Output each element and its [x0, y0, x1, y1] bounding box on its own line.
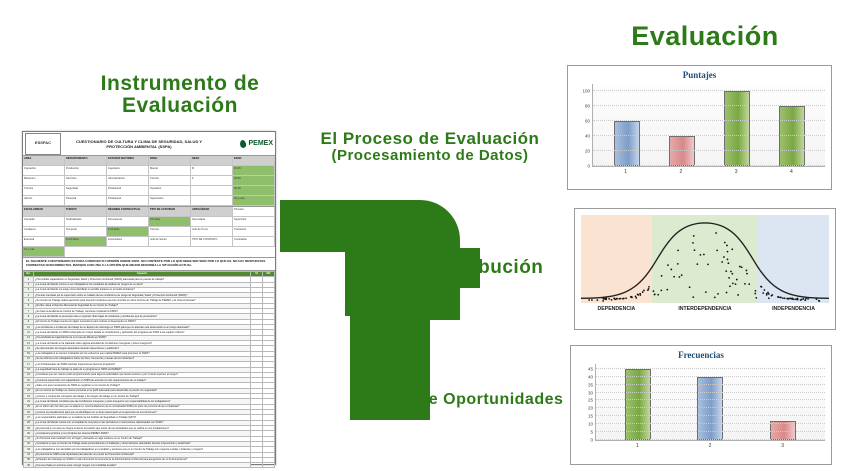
y-axis-tick: 40 — [587, 374, 593, 380]
y-axis-tick: 20 — [587, 405, 593, 411]
form-cell[interactable]: Mantenim. — [23, 176, 65, 186]
item-text: ¿El personal en su área se integra entrenar la relación que existe de las actividades que se realiza en sus instalaciones? — [34, 425, 251, 430]
item-number: 13 — [24, 340, 34, 345]
demographics-table-top — [23, 156, 275, 207]
chart-frecuencias — [570, 345, 832, 465]
form-cell[interactable]: Sindicalizado — [65, 217, 107, 227]
chart-bar[interactable] — [669, 136, 695, 166]
form-cell[interactable]: M — [191, 166, 233, 176]
form-cell[interactable]: Mando — [149, 166, 191, 176]
item-number: 6 — [24, 303, 34, 308]
item-text: ¿La Línea de Mando considera que las condiciones inseguras y actos inseguros son responsabilidad de los trabajadores? — [34, 399, 251, 404]
chart-bar[interactable] — [614, 121, 640, 166]
form-cell[interactable]: Operativo — [149, 186, 191, 196]
form-cell[interactable]: Técnico — [149, 227, 191, 237]
item-number: 32 — [24, 441, 34, 446]
item-text: ¿Ha sido orientado por la supervisión sobre el cuidado de las condiciones de riesgo de Seguridad, Salud y Protección Ambiental (SSPA)? — [34, 293, 251, 298]
item-number: 24 — [24, 399, 34, 404]
item-number: 25 — [24, 404, 34, 409]
gridline — [587, 405, 825, 411]
form-header-cell: NIVEL — [149, 156, 191, 166]
areas-title: Areas de Oportunidades — [366, 391, 564, 408]
item-text: ¿Se documentan los riesgos detectados durante inspecciones y auditorías? — [34, 346, 251, 351]
item-text: ¿Recibe usted el Reporte Mensual de Seguridad de su Centro de Trabajo? — [34, 303, 251, 308]
chart-puntajes — [567, 65, 832, 190]
form-cell[interactable]: Profesional — [107, 196, 149, 206]
y-axis-tick: 0 — [590, 437, 593, 443]
item-text: ¿La Línea de Mando me exige como identificar un posible impacto en el medio ambiente? — [34, 287, 251, 292]
form-header-cell: ANTIGÜEDAD — [191, 207, 233, 217]
y-axis-tick: 60 — [584, 118, 590, 124]
item-number: 4 — [24, 293, 34, 298]
gridline — [584, 133, 825, 139]
gridline — [584, 103, 825, 109]
x-axis-tick: 2 — [679, 169, 683, 175]
gridline — [587, 366, 825, 372]
form-cell[interactable]: 46 y más — [233, 196, 275, 206]
process-title — [315, 130, 545, 164]
y-axis-tick: 80 — [584, 103, 590, 109]
chart-puntajes-plot — [582, 84, 825, 169]
chart-bar[interactable] — [779, 106, 805, 166]
gridline — [587, 390, 825, 395]
item-number: 16 — [24, 356, 34, 361]
form-header-cell: AREA — [23, 156, 65, 166]
item-text: ¿Considera la práctica y los principios del sistema PEMEX-SSPA? — [34, 431, 251, 436]
chart-puntajes-bars — [593, 84, 825, 166]
items-col-header: No. — [24, 271, 34, 276]
gridline — [587, 397, 825, 403]
document-instruction: EL SIGUIENTE CUESTIONARIO ES PARA CONOCER SU OPINIÓN SOBRE SSPA. NO CONTESTE POR LO QUE DEBE SER SINO POR LO QUE ES. NO HAY RESPUESTAS CORRECTAS NI INCORRECTAS. MARQUE CON UNA X LA OPCIÓN QUE MEJOR DESCRIBA LA SITUACIÓN ACTUAL. — [23, 258, 275, 271]
form-cell[interactable]: 6-10 años — [107, 227, 149, 237]
item-text: ¿La Línea de Mando en SSPA contempla con mayor detalle el cumplimiento y aplicación del programa de SSPA a los equipos críticos? — [34, 330, 251, 335]
y-axis-tick: 35 — [587, 382, 593, 388]
form-cell[interactable]: Permanente — [107, 217, 149, 227]
item-text: ¿El Centro de Trabajo cuenta con algún mecanismo para motivar el desempeño en SSPA? — [34, 319, 251, 324]
form-header-cell: RÉGIMEN CONTRACTUAL — [107, 207, 149, 217]
item-number: 30 — [24, 431, 34, 436]
item-text: ¿Ha recibido capacitación en Seguridad, Salud y Protección Ambiental (SSPA) adecuada para su puesto de trabajo? — [34, 277, 251, 282]
document-header — [23, 132, 275, 156]
item-number: 29 — [24, 425, 34, 430]
gridline — [587, 374, 825, 380]
gridline — [587, 163, 825, 169]
form-cell[interactable]: F — [191, 176, 233, 186]
form-cell[interactable] — [191, 196, 233, 206]
y-axis-tick: 30 — [587, 390, 593, 395]
item-number: 7 — [24, 309, 34, 314]
item-text: ¿La Línea de Mando se preocupa más en reportar cifras bajas de incidentes y accidentes que de prevenirlos? — [34, 314, 251, 319]
bar-wrapper — [779, 84, 805, 166]
x-axis-tick: 4 — [789, 169, 793, 175]
item-text: ¿Conoce y comprende conceptos de trabajo y de riesgos de trabajo en su Centro de Trabajo? — [34, 394, 251, 399]
form-cell[interactable]: Operador — [23, 217, 65, 227]
form-cell[interactable]: Confianza — [23, 227, 65, 237]
chart-puntajes-title: Puntajes — [682, 70, 717, 80]
form-cell[interactable]: Jefe de Turno — [191, 227, 233, 237]
item-text: ¿Ha cambiado la organización de su Línea de Mando en SSPA? — [34, 335, 251, 340]
form-cell[interactable]: Supervisor — [233, 217, 275, 227]
gridline — [587, 382, 825, 388]
y-axis-tick: 10 — [587, 421, 593, 427]
instrument-title: Instrumento de Evaluación — [100, 72, 260, 118]
x-axis-tick: 3 — [734, 169, 738, 175]
y-axis-tick: 5 — [590, 429, 593, 435]
item-text: ¿Cuenta la supervisión con capacitación en SSPA de acuerdo con los requerimientos de su trabajo? — [34, 378, 251, 383]
form-cell[interactable]: Producción — [65, 166, 107, 176]
form-cell[interactable]: Licenciatura — [107, 237, 149, 247]
process-title-text: El Proceso de Evaluación — [320, 129, 540, 148]
item-text: ¿En el último año ha visto que se aplique en recomendaciones de la normatividad SSPA por parte de personal de las contratistas? — [34, 404, 251, 409]
gridline — [584, 118, 825, 124]
form-cell[interactable]: Jefe de Sector — [149, 237, 191, 247]
y-axis-tick: 25 — [587, 397, 593, 403]
form-cell[interactable]: 11-20 años — [65, 237, 107, 247]
item-text: ¿Los trabajadores se sienten motivados por los esfuerzos que realiza PEMEX para promover la SSPA? — [34, 351, 251, 356]
x-axis-tick: 2 — [708, 443, 712, 449]
item-number: 1 — [24, 277, 34, 282]
item-text: ¿Considera en que su Centro de Trabajo existe personalmente en hallazgos y observaciones detectados durante inspecciones y auditorías? — [34, 441, 251, 446]
distribution-zone-labels — [581, 305, 829, 312]
form-cell[interactable]: Contratista — [233, 237, 275, 247]
table-row[interactable] — [24, 463, 275, 468]
item-number: 12 — [24, 335, 34, 340]
distribution-title: Distribución — [426, 257, 544, 278]
demographics-table-bottom — [23, 207, 275, 258]
item-number: 21 — [24, 383, 34, 388]
table-body — [24, 277, 275, 468]
page-title: Evaluación — [631, 21, 779, 51]
item-number: 10 — [24, 325, 34, 330]
item-text: ¿La Línea de Mando conoce a sus trabajadores los resultados de análisis de riesgos de su área? — [34, 282, 251, 287]
item-text: ¿La seguridad hace de trabajo se parte de su programa en SSPA de PEMEX? — [34, 367, 251, 372]
form-cell[interactable]: 36-45 — [233, 186, 275, 196]
item-text: ¿Se les informa a los trabajadores sobre los fines, frecuencia y causas de los incidentes? — [34, 356, 251, 361]
form-cell[interactable]: Técnico — [149, 176, 191, 186]
item-number: 20 — [24, 378, 34, 383]
form-cell[interactable]: 0-5 años — [149, 217, 191, 227]
form-header-cell: DEPARTAMENTO — [65, 156, 107, 166]
form-cell[interactable]: Temporal — [65, 227, 107, 237]
item-text: ¿Los responsables participan en el análisis de los Análisis de Seguridad en Trabajo (AST)? — [34, 415, 251, 420]
item-number: 3 — [24, 287, 34, 292]
form-cell[interactable]: TIPO DE CONTRATO — [191, 237, 233, 247]
pemex-brand-label: PEMEX — [248, 140, 273, 147]
item-number: 35 — [24, 457, 34, 462]
form-cell[interactable]: Profesional — [107, 186, 149, 196]
y-axis-tick: 20 — [584, 148, 590, 154]
chart-distribution — [574, 208, 836, 330]
form-header-cell: EDAD — [233, 156, 275, 166]
y-axis-tick: 0 — [587, 163, 590, 169]
item-text: ¿La Línea de Mando cuenta con el respaldo de sus jefes en las decisiones o instrucciones relacionadas con SSPA? — [34, 420, 251, 425]
bar-wrapper — [669, 84, 695, 166]
item-number: 18 — [24, 367, 34, 372]
item-number: 26 — [24, 410, 34, 415]
items-col-header: SI — [251, 271, 263, 276]
item-text: ¿Su Centro de Trabajo realiza ejercicios para prevenir incidentes que han ocurrido en otros Centros de Trabajo de PEMEX y de otras empresas? — [34, 298, 251, 303]
items-col-header: NO — [263, 271, 275, 276]
chart-bar[interactable] — [724, 91, 750, 166]
item-text: ¿Conoce el procedimiento para que se identifiquen en su buen desempeño en la ejecución de sus funciones? — [34, 410, 251, 415]
item-number: 17 — [24, 362, 34, 367]
item-text: ¿Sabe con qué mecanismos de SSPA se registran en su Centro de Trabajo? — [34, 383, 251, 388]
item-number: 2 — [24, 282, 34, 287]
item-number: 8 — [24, 314, 34, 319]
bell-curve-icon — [581, 215, 829, 302]
item-yes-checkbox[interactable] — [251, 463, 263, 468]
form-cell[interactable] — [191, 186, 233, 196]
y-axis-tick: 45 — [587, 366, 593, 372]
form-cell[interactable]: Servicios — [65, 176, 107, 186]
x-axis-tick: 1 — [624, 169, 628, 175]
form-cell[interactable]: Secundaria — [191, 217, 233, 227]
esspac-logo: ESSPAC — [25, 133, 61, 155]
items-col-header: Aspecto — [34, 271, 251, 276]
item-number: 5 — [24, 298, 34, 303]
item-number: 15 — [24, 351, 34, 356]
form-cell[interactable]: Operación — [23, 166, 65, 176]
item-number: 28 — [24, 420, 34, 425]
y-axis-tick: 40 — [584, 133, 590, 139]
item-text: ¿El Equipo de Liderazgo en SSPA lo está entrenando la Gerencia de la Administración Ambiental para asegurarse de su funcionamiento? — [34, 457, 251, 462]
form-header-cell: ESCOLARIDAD — [23, 207, 65, 217]
item-text: ¿Se hace la Auditoría de Control de Trabajo, conciente implantar la SSPA? — [34, 309, 251, 314]
form-cell[interactable]: Administración — [107, 176, 149, 186]
item-number: 27 — [24, 415, 34, 420]
form-cell[interactable]: Eventual — [23, 237, 65, 247]
item-number: 33 — [24, 447, 34, 452]
item-text: ¿Ha escuchado en acciones para corregir riesgos con hostilidad amable? — [34, 463, 251, 468]
process-subtitle-text: (Procesamiento de Datos) — [331, 146, 529, 164]
gridline — [590, 429, 825, 435]
form-cell[interactable]: Técnica — [23, 186, 65, 196]
item-number: 34 — [24, 452, 34, 457]
item-text: ¿El personal de SSPA está capacitado para atender su puesto de Prevención Ambiental? — [34, 452, 251, 457]
item-text: ¿Los Accidentes e incidentes de trabajo de su Equipo de Liderazgo en SSPA para que se atiendan una observación a un riesgo detectado? — [34, 325, 251, 330]
form-cell[interactable]: 18-25 — [233, 166, 275, 176]
chart-puntajes-xlabels — [592, 169, 825, 175]
bar-wrapper — [724, 84, 750, 166]
item-number: 19 — [24, 372, 34, 377]
form-cell[interactable]: Primaria — [233, 207, 275, 217]
item-number: 22 — [24, 388, 34, 393]
item-number: 36 — [24, 463, 34, 468]
chart-frecuencias-plot — [587, 364, 825, 443]
chart-distribution-plot — [581, 215, 829, 303]
gridline — [590, 437, 825, 443]
gridline — [587, 421, 825, 427]
form-cell[interactable]: Supervisión — [149, 196, 191, 206]
questionnaire-items-table — [23, 271, 275, 469]
chart-frecuencias-xlabels — [595, 443, 825, 449]
item-number: 14 — [24, 346, 34, 351]
form-cell[interactable]: Admón. — [23, 196, 65, 206]
bar-wrapper — [614, 84, 640, 166]
chart-bar[interactable] — [625, 369, 651, 440]
gridline — [584, 148, 825, 154]
form-header-cell: SEXO — [191, 156, 233, 166]
document-title: CUESTIONARIO DE CULTURA Y CLIMA DE SEGURIDAD, SALUD Y PROTECCIÓN AMBIENTAL (SSPA) — [75, 138, 203, 149]
item-number: 23 — [24, 394, 34, 399]
x-axis-tick: 1 — [635, 443, 639, 449]
zone-label-dependencia: DEPENDENCIA — [597, 306, 636, 312]
item-text: ¿En su Centro de Trabajo se conoce personal en el perfil adecuado para desarrollar el puesto con seguridad? — [34, 388, 251, 393]
pemex-brand — [217, 140, 273, 148]
form-header-cell: TIPO DE ACTIVIDAD — [149, 207, 191, 217]
green-shape-part — [345, 246, 385, 316]
item-number: 31 — [24, 436, 34, 441]
item-text: ¿Su Personal está motivado con el hogar y derivados en algo contiene en su Centro de Trabajo? — [34, 436, 251, 441]
zone-label-interdependencia: INTERDEPENDENCIA — [678, 306, 732, 312]
questionnaire-document — [22, 131, 276, 465]
chart-frecuencias-title: Frecuencias — [678, 350, 724, 360]
item-text: ¿Considera que sus manos están proporcionando para algunos actividades que llevan lesiones y por lo tanto exponen el riesgo? — [34, 372, 251, 377]
form-header-cell: PUESTO — [65, 207, 107, 217]
item-text: ¿La Línea de Mando le ha platicado sobre alguna actividad de Condiciones Inseguras y Actos Inseguros? — [34, 340, 251, 345]
gridline — [587, 413, 825, 419]
form-cell[interactable]: Ingeniería — [107, 166, 149, 176]
item-no-checkbox[interactable] — [263, 463, 275, 468]
item-text: ¿Los trabajadores son atendidos por los trabajadores en el análisis y acciones que en su Centro de Trabajo son respecto a todas, incidentes y riesgos? — [34, 447, 251, 452]
x-axis-tick: 3 — [781, 443, 785, 449]
form-header-cell: ESTADOS MAYORES — [107, 156, 149, 166]
item-number: 11 — [24, 330, 34, 335]
y-axis-tick: 100 — [582, 88, 590, 94]
form-cell[interactable]: Personal — [65, 196, 107, 206]
item-number: 9 — [24, 319, 34, 324]
form-cell[interactable]: 26-35 — [233, 176, 275, 186]
form-cell[interactable]: Seguridad — [65, 186, 107, 196]
form-cell[interactable]: 21 y más — [23, 247, 65, 257]
zone-label-independencia: INDEPENDENCIA — [772, 306, 816, 312]
item-text: ¿Los Profesionales de SSPA efectúan inspecciones fuera de programa? — [34, 362, 251, 367]
gridline — [582, 88, 825, 94]
droplet-icon — [240, 139, 248, 148]
form-cell[interactable]: Transitorio — [233, 227, 275, 237]
y-axis-tick: 15 — [587, 413, 593, 419]
